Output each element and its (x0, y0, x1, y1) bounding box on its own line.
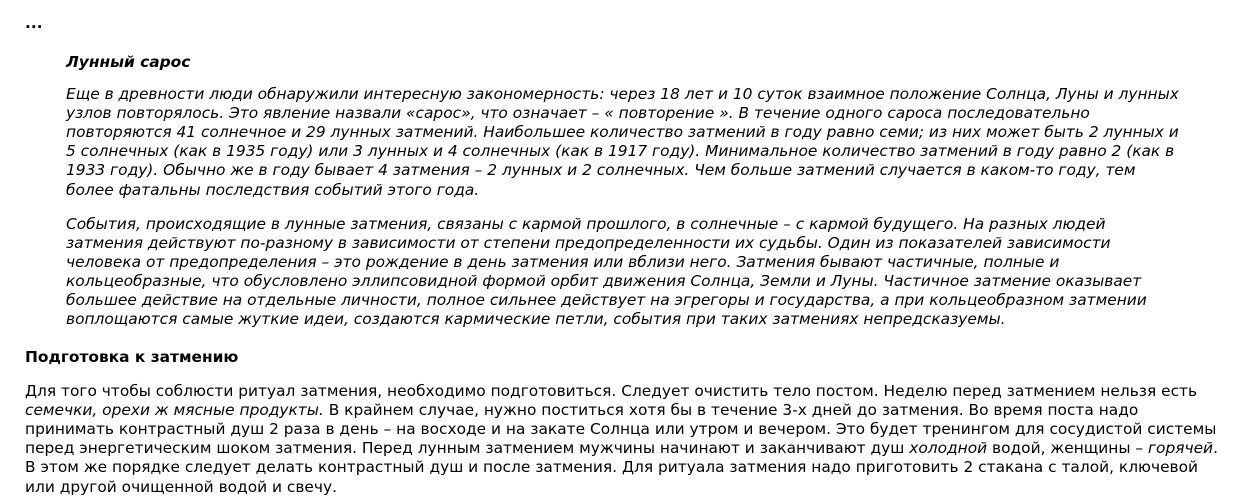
quote-title: Лунный сарос (66, 53, 191, 71)
text-segment-2: В крайнем случае, нужно поститься хотя бы в течение 3-х дней до затмения. Во время поста надо принимать контрастный душ 2 раза в день – на восходе и на закате Солнца или утром и вечером. Это будет тренингом для сосудистой системы перед энергетическим шоком затмения. Перед лунным затмением мужчины начинают и заканчивают душ (25, 401, 1217, 458)
quote-block (66, 53, 1186, 344)
ellipsis: ... (25, 14, 43, 32)
section-paragraph (25, 382, 1225, 497)
text-segment-3: водой, женщины – (987, 439, 1148, 458)
text-segment-1: Для того чтобы соблюсти ритуал затмения, необходимо подготовиться. Следует очистить тело постом. Неделю перед затмением нельзя есть (25, 382, 1198, 401)
emphasis-cold: холодной (909, 439, 988, 458)
text-segment-4: . В этом же порядке следует делать контрастный душ и после затмения. Для ритуала затмения надо приготовить 2 стакана с талой, ключевой или другой очищенной водой и свечу. (25, 439, 1218, 496)
emphasis-foods: семечки, орехи ж мясные продукты. (25, 401, 324, 420)
quote-paragraph-1: Еще в древности люди обнаружили интересную закономерность: через 18 лет и 10 суток взаимное положение Солнца, Луны и лунных узлов повторялось. Это явление назвали «сарос», что означает – « повторение ». В течение одного сароса последовательно повторяются 41 солнечное и 29 лунных затмений. Наибольшее количество затмений в году равно семи; из них может быть 2 лунных и 5 солнечных (как в 1935 году) или 3 лунных и 4 солнечных (как в 1917 году). Минимальное количество затмений в году равно 2 (как в 1933 году). Обычно же в году бывает 4 затмения – 2 лунных и 2 солнечных. Чем больше затмений случается в каком-то году, тем более фатальны последствия событий этого года. (66, 85, 1179, 199)
section-preparation (25, 348, 1225, 497)
quote-paragraph-2: События, происходящие в лунные затмения, связаны с кармой прошлого, в солнечные – с кармой будущего. На разных людей затмения действуют по-разному в зависимости от степени предопределенности их судьбы. Один из показателей зависимости человека от предопределения – это рождение в день затмения или вблизи него. Затмения бывают частичные, полные и кольцеобразные, что обусловлено эллипсовидной формой орбит движения Солнца, Земли и Луны. Частичное затмение оказывает большее действие на отдельные личности, полное сильнее действует на эгрегоры и государства, а при кольцеобразном затмении воплощаются самые жуткие идеи, создаются кармические петли, события при таких затмениях непредсказуемы. (66, 214, 1147, 329)
section-heading: Подготовка к затмению (25, 348, 239, 366)
emphasis-hot: горячей (1147, 439, 1214, 458)
